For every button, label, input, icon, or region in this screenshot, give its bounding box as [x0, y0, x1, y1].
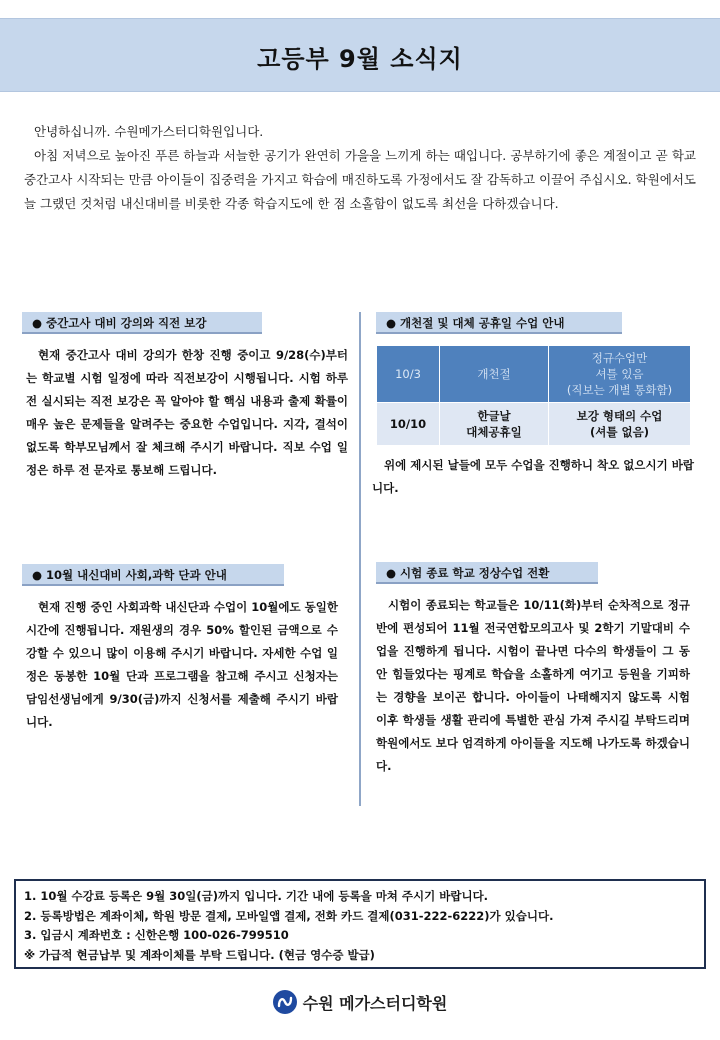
intro-greeting: 안녕하십니까. 수원메가스터디학원입니다. [34, 124, 264, 139]
section-heading-midterm [22, 312, 262, 334]
payment-notice-box [14, 879, 706, 969]
table-cell-name: 한글날 대체공휴일 [440, 403, 549, 446]
section-heading-holiday [376, 312, 622, 334]
table-cell-date: 10/3 [377, 346, 440, 403]
academy-name: 수원 메가스터디학원 [302, 993, 448, 1013]
section-title-midterm: 중간고사 대비 강의와 직전 보강 [46, 316, 207, 330]
page-header [0, 18, 720, 92]
notice-line: 2. 등록방법은 계좌이체, 학원 방문 결제, 모바일앱 결제, 전화 카드 결제(031-222-6222)가 있습니다. [24, 908, 554, 923]
intro-text [24, 120, 696, 216]
bullet-icon: ● [32, 316, 43, 330]
intro-body: 아침 저녁으로 높아진 푸른 하늘과 서늘한 공기가 완연히 가을을 느끼게 하는 때입니다. 공부하기에 좋은 계절이고 곧 학교 중간고사 시작되는 만큼 아이들이 집중력을 가지고 학습에 매진하도록 가정에서도 잘 감독하고 이끌어 주십시오. 학원에서도 늘 그랬던 것처럼 내신대비를 비롯한 각종 학습지도에 한 점 소홀함이 없도록 최선을 다하겠습니다. [24, 148, 696, 211]
footer [0, 990, 720, 1020]
megastudy-logo-icon [273, 990, 297, 1014]
section-body-midterm [26, 344, 348, 482]
holiday-schedule-table [376, 345, 691, 446]
section-body-holiday [372, 454, 694, 500]
section-heading-october [22, 564, 284, 586]
section-text-midterm: 현재 중간고사 대비 강의가 한창 진행 중이고 9/28(수)부터는 학교별 시험 일정에 따라 직전보강이 시행됩니다. 시험 하루 전 실시되는 직전 보강은 꼭 알아야 할 핵심 내용과 출제 확률이 매우 높은 문제들을 알려주는 중요한 수업입니다. 지각, 결석이 없도록 학부모님께서 잘 체크해 주시기 바랍니다. 직보 수업 일정은 하루 전 문자로 통보해 드립니다. [26, 348, 348, 477]
table-cell-date: 10/10 [377, 403, 440, 446]
table-cell-note: 보강 형태의 수업 (셔틀 없음) [549, 403, 691, 446]
table-cell-name: 개천절 [440, 346, 549, 403]
section-title-holiday: 개천절 및 대체 공휴일 수업 안내 [400, 316, 565, 330]
notice-line: 1. 10월 수강료 등록은 9월 30일(금)까지 입니다. 기간 내에 등록을 마쳐 주시기 바랍니다. [24, 889, 489, 903]
section-text-october: 현재 진행 중인 사회과학 내신단과 수업이 10월에도 동일한 시간에 진행됩니다. 재원생의 경우 50% 할인된 금액으로 수강할 수 있으니 많이 이용해 주시기 바랍니다. 자세한 수업 일정은 동봉한 10월 단과 프로그램을 참고해 주시고 신청자는 담임선생님에게 9/30(금)까지 신청서를 제출해 주시기 바랍니다. [26, 600, 338, 729]
section-text-afterexam: 시험이 종료되는 학교들은 10/11(화)부터 순차적으로 정규반에 편성되어 11월 전국연합모의고사 및 2학기 기말대비 수업을 진행하게 됩니다. 시험이 끝나면 다수의 학생들이 그 동안 힘들었다는 핑계로 학습을 소홀하게 여기고 등원을 기피하는 경향을 보이곤 합니다. 아이들이 나태해지지 않도록 시험 이후 학생들 생활 관리에 특별한 관심 가져 주시길 부탁드리며 학원에서도 보다 엄격하게 아이들을 지도해 나가도록 하겠습니다. [376, 598, 690, 773]
bullet-icon: ● [386, 316, 397, 330]
table-cell-note: 정규수업만 셔틀 있음 (직보는 개별 통화함) [549, 346, 691, 403]
bullet-icon: ● [32, 568, 43, 582]
section-body-afterexam [376, 594, 690, 778]
section-title-afterexam: 시험 종료 학교 정상수업 전환 [400, 566, 550, 580]
section-body-october [26, 596, 338, 734]
notice-line: 3. 입금시 계좌번호 : 신한은행 100-026-799510 [24, 928, 289, 942]
section-title-october: 10월 내신대비 사회,과학 단과 안내 [46, 568, 227, 582]
bullet-icon: ● [386, 566, 397, 580]
section-heading-afterexam [376, 562, 598, 584]
section-text-holiday: 위에 제시된 날들에 모두 수업을 진행하니 착오 없으시기 바랍니다. [372, 458, 694, 495]
notice-line: ※ 가급적 현금납부 및 계좌이체를 부탁 드립니다. (현금 영수증 발급) [24, 947, 375, 962]
page-title: 고등부 9월 소식지 [257, 45, 463, 73]
table-row [377, 346, 691, 403]
table-row [377, 403, 691, 446]
column-divider [359, 312, 361, 806]
